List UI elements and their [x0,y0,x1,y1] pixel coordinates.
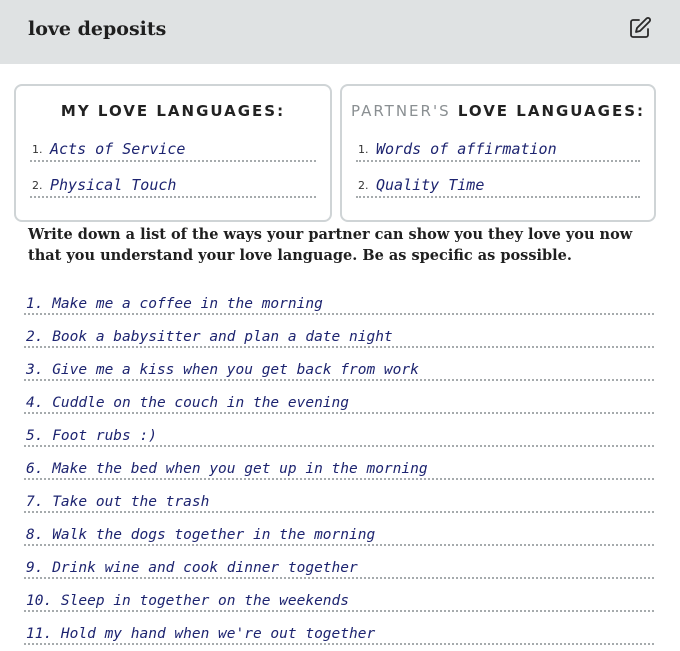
row-number: 2. [358,179,369,192]
app-header [0,0,680,64]
instructions-text: Write down a list of the ways your partner can show you they love you now that you understand your love language. Be as specific as possible. [28,226,633,264]
partner-title-muted: PARTNER'S [350,102,451,120]
page-title: love deposits [28,18,167,40]
list-item-text: 9. Drink wine and cook dinner together [26,560,358,576]
my-love-languages-card [14,84,332,222]
list-item[interactable] [24,282,654,315]
my-card-title: MY LOVE LANGUAGES: [60,102,286,120]
list-item-text: 6. Make the bed when you get up in the morning [26,461,428,477]
list-item[interactable] [24,315,654,348]
edit-icon[interactable] [628,16,652,40]
row-number: 1. [358,143,369,156]
list-item[interactable] [24,546,654,579]
partner-title-bold: LOVE LANGUAGES: [457,102,645,120]
partner-language-row-1[interactable] [356,138,640,162]
list-item-text: 1. Make me a coffee in the morning [26,296,323,312]
list-item[interactable] [24,348,654,381]
list-item-text: 4. Cuddle on the couch in the evening [26,395,350,411]
love-deposit-list [0,282,680,645]
list-item-text: 11. Hold my hand when we're out together [26,626,376,642]
list-item[interactable] [24,513,654,546]
my-language-row-1[interactable] [30,138,316,162]
partner-language-row-2[interactable] [356,174,640,198]
partner-love-languages-card [340,84,656,222]
my-language-row-2[interactable] [30,174,316,198]
list-item-text: 5. Foot rubs :) [26,428,157,444]
list-item-text: 7. Take out the trash [26,494,210,510]
partner-card-title [342,102,654,120]
row-number: 1. [32,143,43,156]
list-item[interactable] [24,480,654,513]
love-language-cards [0,64,680,224]
list-item-text: 3. Give me a kiss when you get back from work [26,362,419,378]
list-item-text: 2. Book a babysitter and plan a date night [26,329,393,345]
my-language-value: Acts of Service [50,140,186,158]
my-language-value: Physical Touch [50,176,177,194]
list-item[interactable] [24,579,654,612]
list-item[interactable] [24,447,654,480]
list-item-text: 8. Walk the dogs together in the morning [26,527,376,543]
list-item[interactable] [24,612,654,645]
partner-language-value: Words of affirmation [376,140,557,158]
list-item[interactable] [24,414,654,447]
list-item[interactable] [24,381,654,414]
row-number: 2. [32,179,43,192]
partner-language-value: Quality Time [376,176,485,194]
list-item-text: 10. Sleep in together on the weekends [26,593,350,609]
